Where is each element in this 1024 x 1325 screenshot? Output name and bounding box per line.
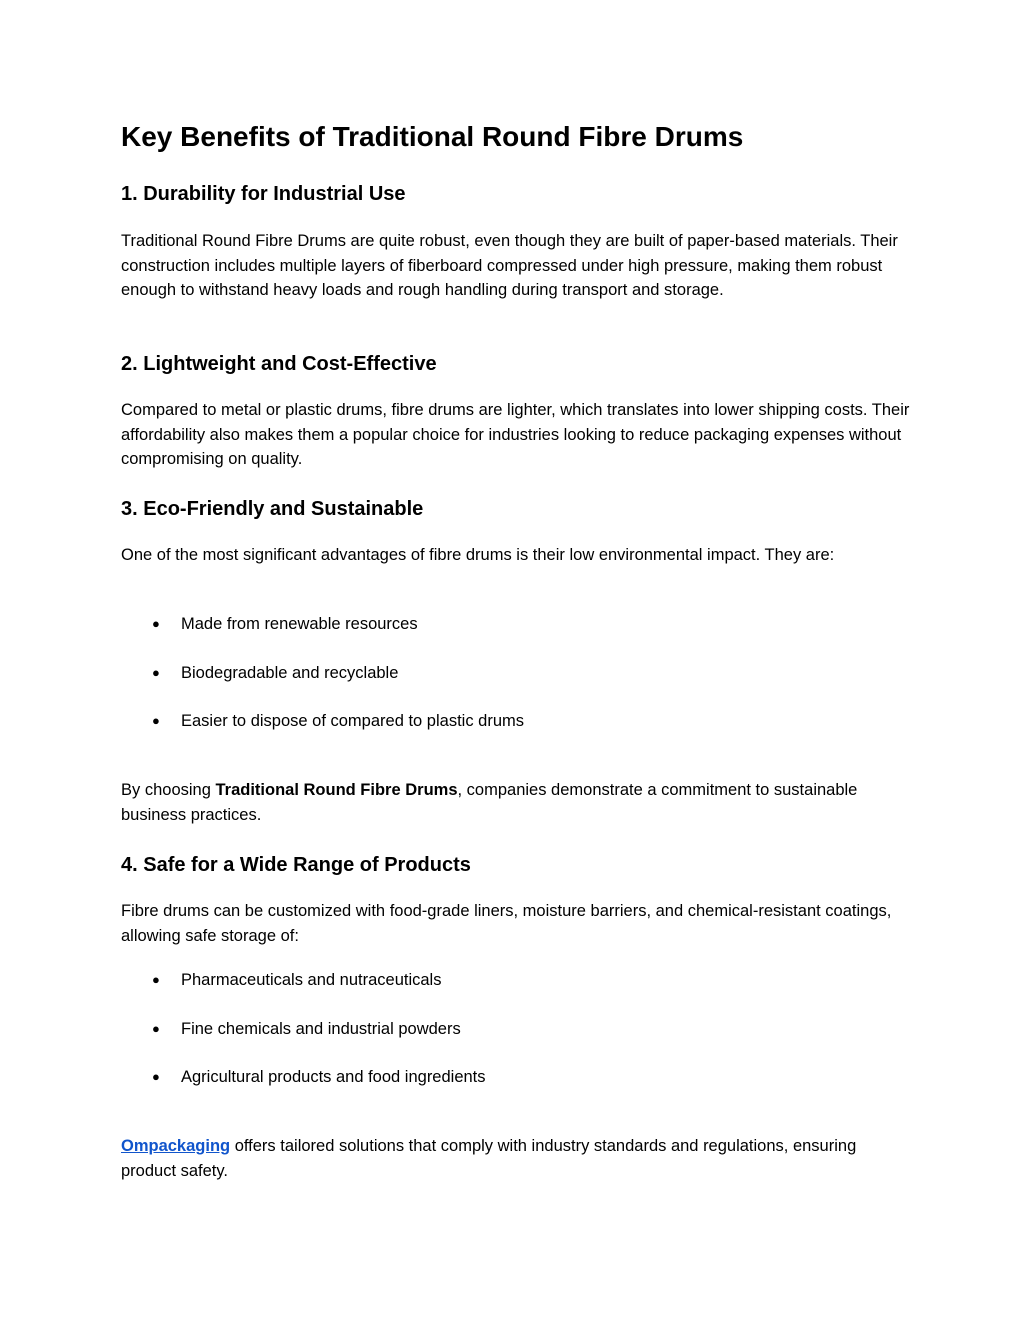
bullet-icon: ● xyxy=(152,972,160,987)
product-name-bold: Traditional Round Fibre Drums xyxy=(215,781,458,799)
list-item-text: Easier to dispose of compared to plastic drums xyxy=(181,712,524,731)
section-paragraph-durability: Traditional Round Fibre Drums are quite robust, even though they are built of paper-based materials. Their construction includes multiple layers of fiberboard compressed under high pressure, making them robust enough to withstand heavy loads and rough handling during transport and storage. xyxy=(121,232,898,299)
bullet-icon: ● xyxy=(152,713,160,729)
list-item xyxy=(121,612,911,661)
section-heading-lightweight: 2. Lightweight and Cost-Effective xyxy=(121,353,437,375)
closing-prefix: By choosing xyxy=(121,781,216,799)
closing-suffix: , companies demonstrate a commitment to sustainable business practices. xyxy=(121,781,858,824)
safe-products-list xyxy=(121,968,911,1114)
section-paragraph-eco-friendly: One of the most significant advantages of fibre drums is their low environmental impact. They are: xyxy=(121,546,835,564)
section-heading-safety: 4. Safe for a Wide Range of Products xyxy=(121,854,471,876)
closing-suffix: offers tailored solutions that comply with industry standards and regulations, ensuring product safety. xyxy=(121,1137,857,1180)
section-heading-eco-friendly: 3. Eco-Friendly and Sustainable xyxy=(121,498,424,520)
list-item xyxy=(121,1017,911,1066)
eco-closing-paragraph xyxy=(121,778,911,827)
list-item-text: Agricultural products and food ingredients xyxy=(181,1068,486,1087)
bullet-icon: ● xyxy=(152,1069,160,1085)
list-item-text: Pharmaceuticals and nutraceuticals xyxy=(181,971,442,989)
list-item-text: Made from renewable resources xyxy=(181,615,418,633)
eco-benefits-list xyxy=(121,612,911,758)
ompackaging-link[interactable]: Ompackaging xyxy=(121,1137,231,1155)
bullet-icon: ● xyxy=(152,664,160,680)
safety-closing-paragraph xyxy=(121,1134,911,1183)
bullet-icon: ● xyxy=(152,616,160,631)
list-item-text: Biodegradable and recyclable xyxy=(181,663,399,682)
list-item-text: Fine chemicals and industrial powders xyxy=(181,1019,461,1038)
section-paragraph-lightweight: Compared to metal or plastic drums, fibre drums are lighter, which translates into lower shipping costs. Their affordability also makes them a popular choice for industries looking to reduce packaging expenses without compromising on quality. xyxy=(121,401,910,468)
list-item xyxy=(121,1065,911,1114)
list-item xyxy=(121,968,911,1017)
section-heading-durability: 1. Durability for Industrial Use xyxy=(121,183,406,205)
bullet-icon: ● xyxy=(152,1020,160,1036)
list-item xyxy=(121,661,911,710)
section-paragraph-safety: Fibre drums can be customized with food-grade liners, moisture barriers, and chemical-resistant coatings, allowing safe storage of: xyxy=(121,902,892,945)
page-title: Key Benefits of Traditional Round Fibre Drums xyxy=(121,121,744,152)
list-item xyxy=(121,709,911,758)
